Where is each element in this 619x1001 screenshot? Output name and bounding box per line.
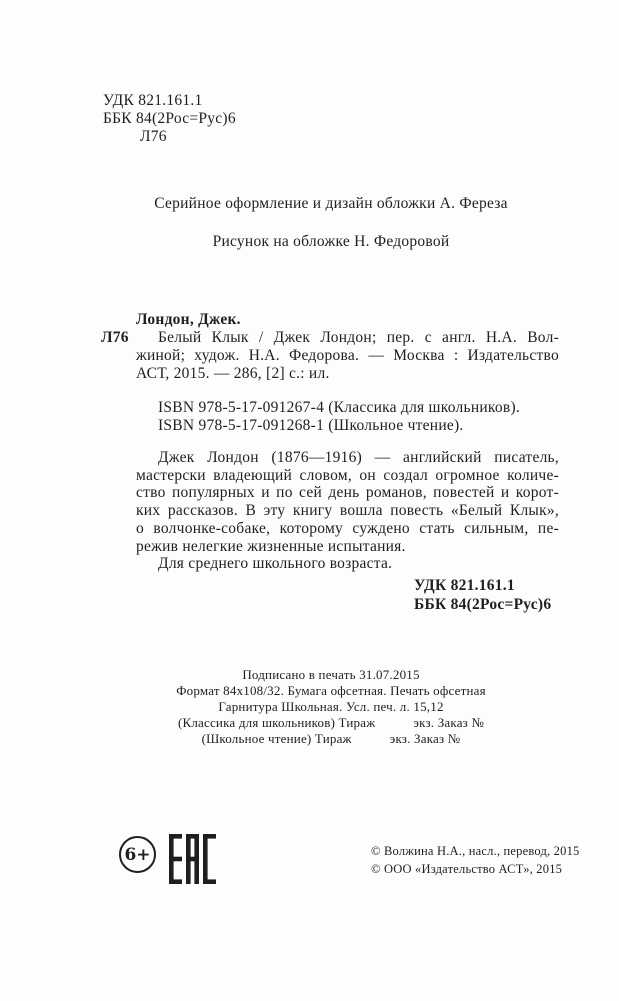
annotation-line: о волчонке-собаке, которому суждено стать сильным, пе- — [136, 519, 559, 537]
annotation — [136, 449, 559, 573]
imprint-line: Гарнитура Школьная. Усл. печ. л. 15,12 — [218, 699, 444, 714]
copyright-line: © ООО «Издательство АСТ», 2015 — [371, 861, 563, 876]
bib-line: Белый Клык / Джек Лондон; пер. с англ. Н.А. Вол- — [158, 329, 559, 346]
imprint-line: Формат 84х108/32. Бумага офсетная. Печать офсетная — [176, 683, 486, 698]
author-sign: Л76 — [140, 128, 167, 145]
age-rating-label: 6+ — [124, 844, 151, 865]
isbn-line: ISBN 978-5-17-091267-4 (Классика для школьников). — [158, 399, 521, 416]
imprint-block — [100, 667, 562, 747]
annotation-line: мастерски владеющий словом, он создал огромное количе- — [136, 466, 559, 484]
cover-art-credit: Рисунок на обложке Н. Федоровой — [212, 233, 450, 250]
udk-code: УДК 821.161.1 — [103, 92, 203, 109]
imprint-line: (Школьное чтение) Тираж экз. Заказ № — [201, 731, 461, 746]
bbk-code: ББК 84(2Рос=Рус)6 — [103, 110, 236, 127]
annotation-line: режив нелегкие жизненные испытания. — [136, 537, 406, 555]
annotation-line: ких рассказов. В эту книгу вошла повесть «Белый Клык», — [136, 502, 559, 520]
series-design-credit: Серийное оформление и дизайн обложки А. Фереза — [154, 195, 508, 212]
annotation-line: Джек Лондон (1876—1916) — английский писатель, — [158, 449, 559, 466]
copyright-line: © Волжина Н.А., насл., перевод, 2015 — [371, 844, 580, 858]
imprint-line: Подписано в печать 31.07.2015 — [242, 667, 420, 682]
udk-code-right: УДК 821.161.1 — [414, 577, 515, 594]
bib-line: жиной; худож. Н.А. Федорова. — Москва : Издательство — [136, 347, 559, 364]
bib-line: АСТ, 2015. — 286, [2] с.: ил. — [136, 365, 330, 382]
audience-note: Для среднего школьного возраста. — [158, 555, 393, 573]
eac-conformity-mark-icon — [169, 834, 216, 884]
imprint-line: (Классика для школьников) Тираж экз. Заказ № — [177, 715, 485, 730]
bbk-code-right: ББК 84(2Рос=Рус)6 — [414, 595, 552, 613]
annotation-line: ство популярных и по сей день романов, повестей и корот- — [136, 484, 559, 502]
copyright-block — [371, 843, 579, 878]
bib-record — [136, 329, 559, 383]
bib-author: Лондон, Джек. — [136, 311, 241, 328]
isbn-line: ISBN 978-5-17-091268-1 (Школьное чтение). — [158, 417, 464, 434]
classification-codes — [414, 577, 551, 614]
udc-block — [103, 92, 236, 146]
bib-code: Л76 — [101, 329, 129, 346]
isbn-block — [158, 399, 520, 435]
age-rating-badge — [119, 836, 156, 873]
